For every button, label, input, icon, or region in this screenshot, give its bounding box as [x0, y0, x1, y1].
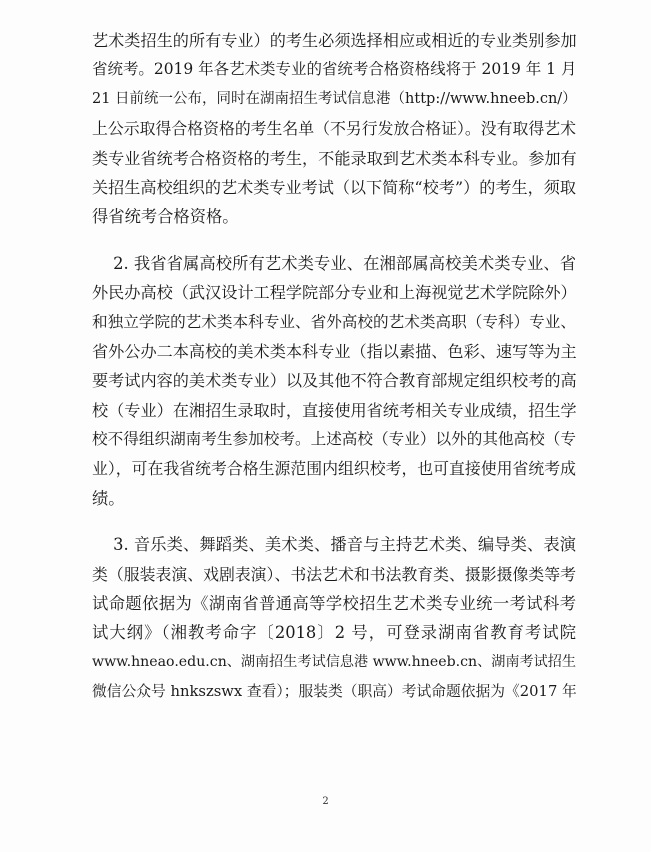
- paragraph-gap: [92, 232, 576, 249]
- page-number: 2: [322, 796, 329, 807]
- text-line: 类（服装表演、戏剧表演）、书法艺术和书法教育类、摄影摄像类等考: [92, 564, 576, 584]
- text-line: 试大纲》（湘教考命字〔2018〕2 号，可登录湖南省教育考试院: [92, 623, 576, 643]
- text-line: 微信公众号 hnkszswx 查看）；服装类（职高）考试命题依据为《2017 年: [92, 683, 577, 701]
- text-line: 关招生高校组织的艺术类专业考试（以下简称“校考”）的考生，须取: [92, 177, 576, 197]
- text-line: 校不得组织湖南考生参加校考。上述高校（专业）以外的其他高校（专: [92, 430, 576, 449]
- text-line: 类专业省统考合格资格的考生，不能录取到艺术类本科专业。参加有: [92, 148, 577, 168]
- text-line: www.hneao.edu.cn、湖南招生考试信息港 www.hneeb.cn、湖南考试招生: [92, 653, 576, 670]
- text-line: 2. 我省省属高校所有艺术类专业、在湘部属高校美术类专业、省: [92, 253, 576, 273]
- text-line: 省外公办二本高校的美术类本科专业（指以素描、色彩、速写等为主: [92, 341, 577, 361]
- text-line: 上公示取得合格资格的考生名单（不另行发放合格证）。没有取得艺术: [92, 119, 576, 139]
- text-line: 要考试内容的美术类专业）以及其他不符合教育部规定组织校考的高: [92, 371, 577, 391]
- text-line: 得省统考合格资格。: [92, 207, 239, 227]
- text-line: 21 日前统一公布，同时在湖南招生考试信息港（http://www.hneeb.cn/）: [92, 90, 577, 107]
- text-line: 3. 音乐类、舞蹈类、美术类、播音与主持艺术类、编导类、表演: [92, 535, 576, 555]
- text-line: 省统考。2019 年各艺术类专业的省统考合格资格线将于 2019 年 1 月: [92, 60, 577, 79]
- text-line: 艺术类招生的所有专业）的考生必须选择相应或相近的专业类别参加: [92, 31, 577, 50]
- paragraph-3: [92, 530, 576, 706]
- paragraph-gap: [92, 513, 576, 530]
- text-line: 试命题依据为《湖南省普通高等学校招生艺术类专业统一考试科考: [92, 594, 576, 614]
- text-line: 校（专业）在湘招生录取时，直接使用省统考相关专业成绩，招生学: [92, 400, 577, 420]
- text-line: 外民办高校（武汉设计工程学院部分专业和上海视觉艺术学院除外）: [92, 283, 577, 303]
- text-line: 和独立学院的艺术类本科专业、省外高校的艺术类高职（专科）专业、: [92, 312, 576, 331]
- paragraph-1: [92, 26, 576, 232]
- paragraph-2: [92, 249, 576, 514]
- document-body: [92, 26, 576, 707]
- text-line: 绩。: [92, 488, 125, 508]
- text-line: 业），可在我省统考合格生源范围内组织校考，也可直接使用省统考成: [92, 459, 576, 479]
